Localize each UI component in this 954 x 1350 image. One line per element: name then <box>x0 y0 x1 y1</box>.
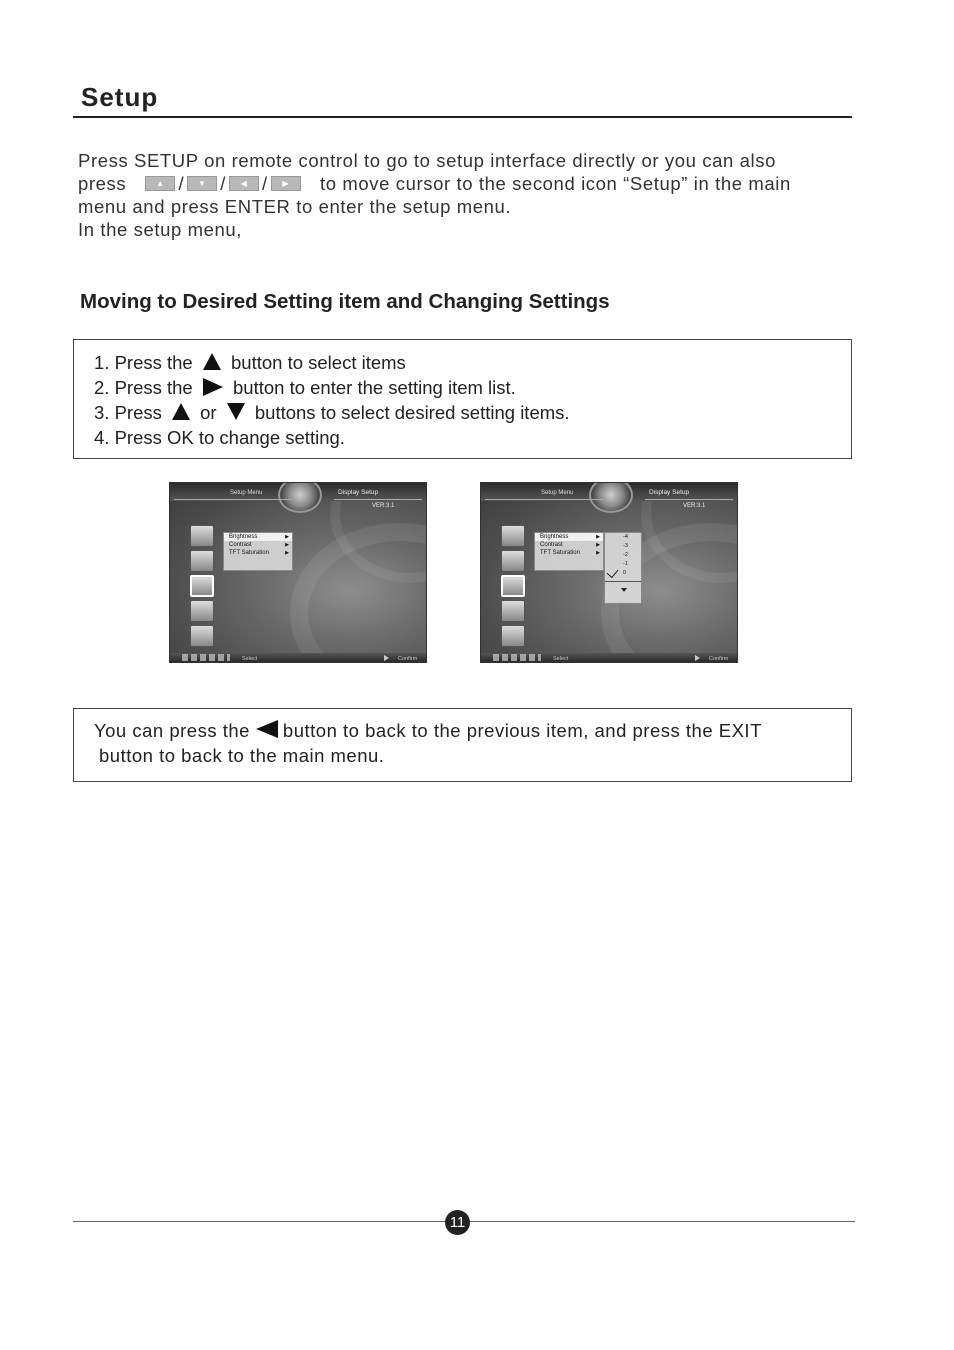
step-1 <box>94 350 570 375</box>
setup-menu-screenshot-1 <box>169 482 427 663</box>
up-key-icon: ▲ <box>145 176 175 191</box>
settings-icon <box>501 600 525 622</box>
menu-item-brightness <box>535 533 603 541</box>
menu-item-tft-saturation <box>224 549 292 557</box>
menu-item-label: Contrast <box>540 542 563 548</box>
intro-line-3: menu and press ENTER to enter the setup menu. <box>78 196 512 217</box>
value-option: -4 <box>623 534 628 540</box>
menu-icon-column <box>501 525 527 650</box>
gear-icon <box>589 482 633 513</box>
down-key-icon: ▼ <box>187 176 217 191</box>
navigation-keys-icon <box>493 654 541 661</box>
note-line-2: button to back to the main menu. <box>99 745 385 766</box>
menu-item-contrast <box>224 541 292 549</box>
value-option: -2 <box>623 552 628 558</box>
popup-divider <box>605 581 641 582</box>
up-triangle-icon <box>203 353 221 370</box>
down-triangle-icon <box>227 403 245 420</box>
speaker-icon <box>190 525 214 547</box>
right-triangle-icon <box>203 378 223 396</box>
scroll-down-icon <box>621 588 627 592</box>
step-4: 4. Press OK to change setting. <box>94 427 345 448</box>
arrow-right-icon: ▶ <box>285 534 289 540</box>
settings-menu <box>223 532 293 571</box>
header-display-label: Display Setup <box>649 489 690 496</box>
note-text <box>94 718 762 768</box>
settings-menu <box>534 532 604 571</box>
page-number: 11 <box>445 1210 470 1235</box>
up-triangle-icon <box>172 403 190 420</box>
exit-icon <box>190 625 214 647</box>
step-3-text-end: buttons to select desired setting items. <box>254 402 570 423</box>
tools-icon <box>190 550 214 572</box>
menu-item-tft-saturation <box>535 549 603 557</box>
version-label: VER:3.1 <box>372 503 395 509</box>
header-display-label: Display Setup <box>338 489 379 496</box>
key-separator: / <box>220 173 226 194</box>
arrow-right-icon: ▶ <box>596 550 600 556</box>
key-separator: / <box>178 173 185 194</box>
title-divider <box>73 116 852 118</box>
footer-select-label: Select <box>553 656 569 662</box>
footer-confirm-label: Confirm <box>709 656 729 662</box>
menu-item-contrast <box>535 541 603 549</box>
intro-line-1: Press SETUP on remote control to go to setup interface directly or you can also <box>78 150 776 171</box>
steps-list <box>94 350 570 450</box>
arrow-right-icon: ▶ <box>596 534 600 540</box>
header-rule <box>645 499 733 500</box>
section-subtitle: Moving to Desired Setting item and Changing Settings <box>80 290 610 313</box>
right-key-icon: ▶ <box>271 176 301 191</box>
steps-box <box>73 339 852 459</box>
key-separator: / <box>261 173 268 194</box>
arrow-right-icon: ▶ <box>596 542 600 548</box>
intro-line-2 <box>78 172 868 195</box>
arrow-right-icon: ▶ <box>285 542 289 548</box>
step-1-text: 1. Press the <box>94 352 193 373</box>
menu-icon-column <box>190 525 216 650</box>
step-3 <box>94 400 570 425</box>
tools-icon <box>501 550 525 572</box>
play-icon <box>384 655 389 661</box>
intro-line-2-end: to move cursor to the second icon “Setup” in the main <box>319 173 791 194</box>
intro-paragraph <box>78 149 868 241</box>
header-rule <box>485 499 603 500</box>
step-1-text-end: button to select items <box>231 352 406 373</box>
value-popup <box>604 532 642 604</box>
exit-icon <box>501 625 525 647</box>
step-2-text: 2. Press the <box>94 377 193 398</box>
note-line-1-end: button to back to the previous item, and press the EXIT <box>282 720 762 741</box>
navigation-keys-icon <box>182 654 230 661</box>
value-option: -3 <box>623 543 628 549</box>
step-3-text: 3. Press <box>94 402 162 423</box>
header-rule <box>174 499 292 500</box>
gear-icon <box>278 482 322 513</box>
menu-item-label: TFT Saturation <box>540 550 580 556</box>
menu-item-brightness <box>224 533 292 541</box>
header-rule <box>334 499 422 500</box>
value-option: -1 <box>623 561 628 567</box>
step-2 <box>94 375 570 400</box>
header-menu-label: Setup Menu <box>541 490 574 496</box>
arrow-right-icon: ▶ <box>285 550 289 556</box>
value-option-selected: 0 <box>623 570 627 576</box>
intro-line-4: In the setup menu, <box>78 219 243 240</box>
display-icon <box>501 575 525 597</box>
header-menu-label: Setup Menu <box>230 490 263 496</box>
play-icon <box>695 655 700 661</box>
step-2-text-end: button to enter the setting item list. <box>233 377 516 398</box>
footer-confirm-label: Confirm <box>398 656 418 662</box>
menu-item-label: TFT Saturation <box>229 550 269 556</box>
note-line-1-start: You can press the <box>94 720 250 741</box>
page-title: Setup <box>81 82 159 112</box>
left-triangle-icon <box>256 720 278 738</box>
note-box <box>73 708 852 782</box>
settings-icon <box>190 600 214 622</box>
menu-item-label: Brightness <box>540 534 569 540</box>
menu-item-label: Brightness <box>229 534 258 540</box>
intro-line-2-start: press <box>78 173 127 194</box>
menu-item-label: Contrast <box>229 542 252 548</box>
setup-menu-screenshot-2 <box>480 482 738 663</box>
display-icon <box>190 575 214 597</box>
left-key-icon: ◀ <box>229 176 259 191</box>
footer-select-label: Select <box>242 656 258 662</box>
note-line-1 <box>94 718 762 743</box>
speaker-icon <box>501 525 525 547</box>
version-label: VER:3.1 <box>683 503 706 509</box>
step-3-or: or <box>200 402 217 423</box>
